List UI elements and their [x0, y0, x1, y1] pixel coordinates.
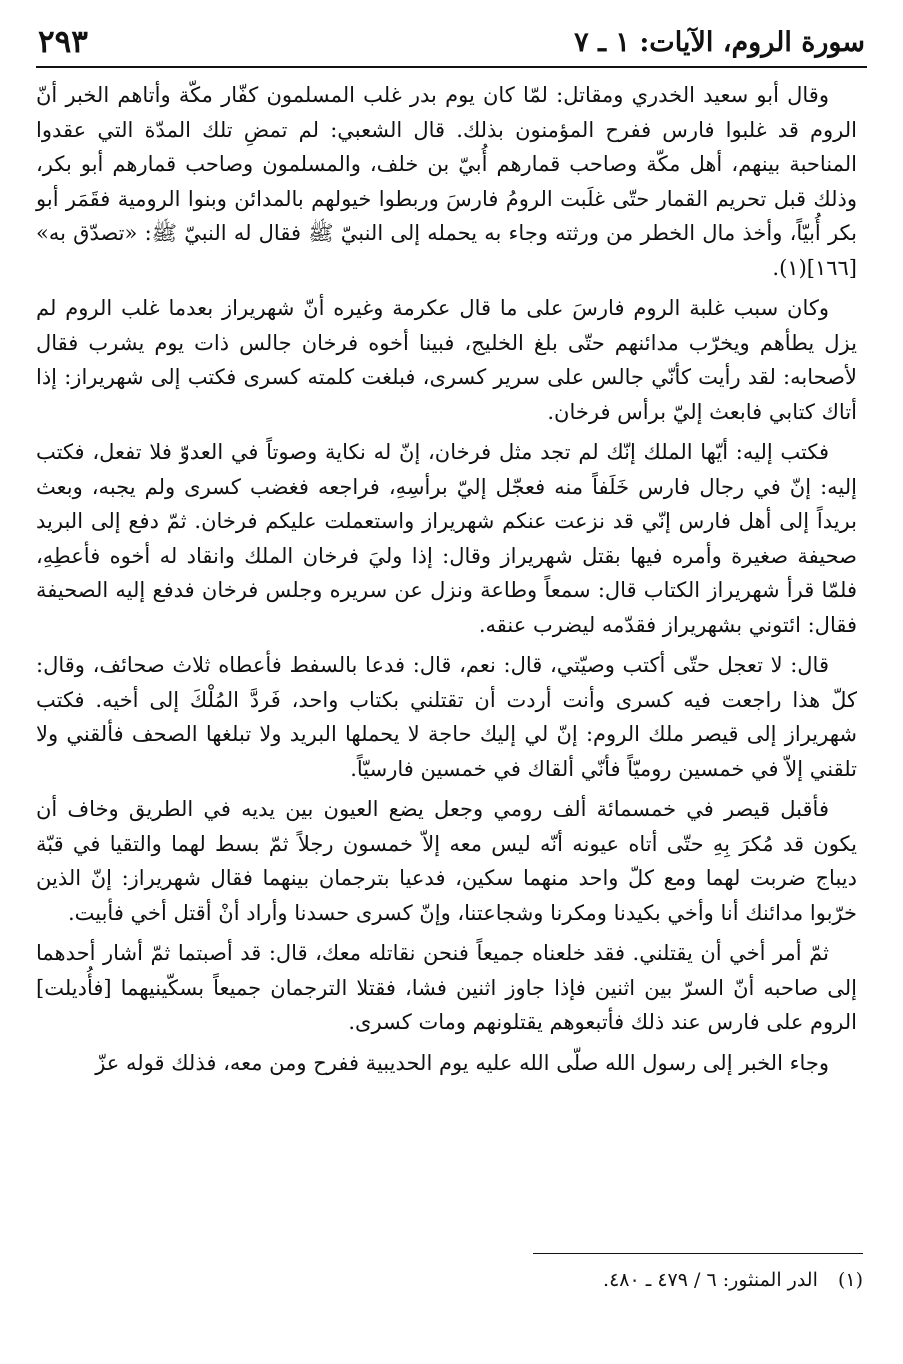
- header-divider: [36, 66, 867, 68]
- paragraph-6: ثمّ أمر أخي أن يقتلني. فقد خلعناه جميعاً فنحن نقاتله معك، قال: قد أصبتما ثمّ أشار أحدهما إلى صاحبه أنّ السرّ بين اثنين فإذا جاوز اثنين فشا، فقتلا الترجمان جميعاً بسكّينيهما [فأُديلت] الروم على فارس عند ذلك فأتبعوهم يقتلونهم ومات كسرى.: [36, 941, 857, 1034]
- page-number: ٢٩٣: [38, 24, 88, 60]
- footnote-divider: [533, 1253, 863, 1254]
- paragraph-4: قال: لا تعجل حتّى أكتب وصيّتي، قال: نعم، قال: فدعا بالسفط فأعطاه ثلاث صحائف، وقال: كلّ هذا راجعت فيه كسرى وأنت أردت أن تقتلني بكتاب واحد، فَردَّ المُلْكَ إلى أخيه. فكتب شهريراز إلى قيصر ملك الروم: إنّ لي إليك حاجة لا يحملها البريد ولا تبلغها الصحف فألقني ولا تلقني إلاّ في خمسين روميّاً فأنّي ألقاك في خمسين فارسيّاً.: [36, 653, 857, 781]
- paragraph-3: فكتب إليه: أيّها الملك إنّك لم تجد مثل فرخان، إنّ له نكاية وصوتاً في العدوّ فلا تفعل، فكتب إليه: إنّ في رجال فارس خَلَفاً منه فعجّل إليّ برأسِهِ، فراجعه فغضب كسرى ولم يجبه، وبعث بريداً إلى أهل فارس إنّي قد نزعت عنكم شهريراز واستعملت عليكم فرخان. ثمّ دفع إلى البريد صحيفة صغيرة وأمره فيها بقتل شهريراز وقال: إذا وليَ فرخان الملك وانقاد له أخوه فأعطِهِ، فلمّا قرأ شهريراز الكتاب قال: سمعاً وطاعة ونزل عن سريره وجلس فرخان فدفع إليه الصحيفة فقال: ائتوني بشهريراز فقدّمه ليضرب عنقه.: [36, 440, 857, 637]
- footnote: [40, 1266, 863, 1294]
- footnote-text: الدر المنثور: ٦ / ٤٧٩ ـ ٤٨٠.: [603, 1269, 818, 1291]
- paragraph-5: فأقبل قيصر في خمسمائة ألف رومي وجعل يضع العيون بين يديه في الطريق وخاف أن يكون قد مُكرَ بِهِ حتّى أتاه عيونه أنّه ليس معه إلاّ خمسون رجلاً ثمّ بسط لهما والتقيا في قبّة ديباج ضربت لهما ومع كلّ واحد منهما سكين، فدعيا بترجمان بينهما فقال شهريراز: إنّ الذين خرّبوا مدائنك أنا وأخي بكيدنا ومكرنا وشجاعتنا، وإنّ كسرى حسدنا وأراد أنْ أقتل أخي فأبيت.: [36, 797, 857, 925]
- paragraph-1: وقال أبو سعيد الخدري ومقاتل: لمّا كان يوم بدر غلب المسلمون كفّار مكّة وأتاهم الخبر أنّ الروم قد غلبوا فارس ففرح المؤمنون بذلك. قال الشعبي: لم تمضِ تلك المدّة التي عقدوا المناحبة بينهم، أهل مكّة وصاحب قمارهم أُبيّ بن خلف، والمسلمون وصاحب قمارهم أبو بكر، وذلك قبل تحريم القمار حتّى غلَبت الرومُ فارسَ وربطوا خيولهم بالمدائن وبنوا الرومية فقَمَر أبو بكر أُبيّاً، وأخذ مال الخطر من ورثته وجاء به يحمله إلى النبيّ ﷺ فقال له النبيّ ﷺ: «تصدّق به» [١٦٦](١).: [36, 83, 857, 280]
- paragraph-7: وجاء الخبر إلى رسول الله صلّى الله عليه يوم الحديبية ففرح ومن معه، فذلك قوله عزّ: [95, 1050, 829, 1075]
- paragraph-2: وكان سبب غلبة الروم فارسَ على ما قال عكرمة وغيره أنّ شهريراز بعدما غلب الروم لم يزل يطأهم ويخرّب مدائنهم حتّى بلغ الخليج، فبينا أخوه فرخان جالس ذات يوم يشرب فقال لأصحابه: لقد رأيت كأنّي جالس على سرير كسرى، فبلغت كلمته كسرى فكتب إلى شهريراز: إذا أتاك كتابي فابعث إليّ برأس فرخان.: [36, 296, 857, 424]
- page-header: [38, 22, 865, 62]
- body-text: [36, 78, 857, 1086]
- footnote-mark: (١): [837, 1269, 863, 1291]
- running-title: سورة الروم، الآيات: ١ ـ ٧: [574, 26, 865, 58]
